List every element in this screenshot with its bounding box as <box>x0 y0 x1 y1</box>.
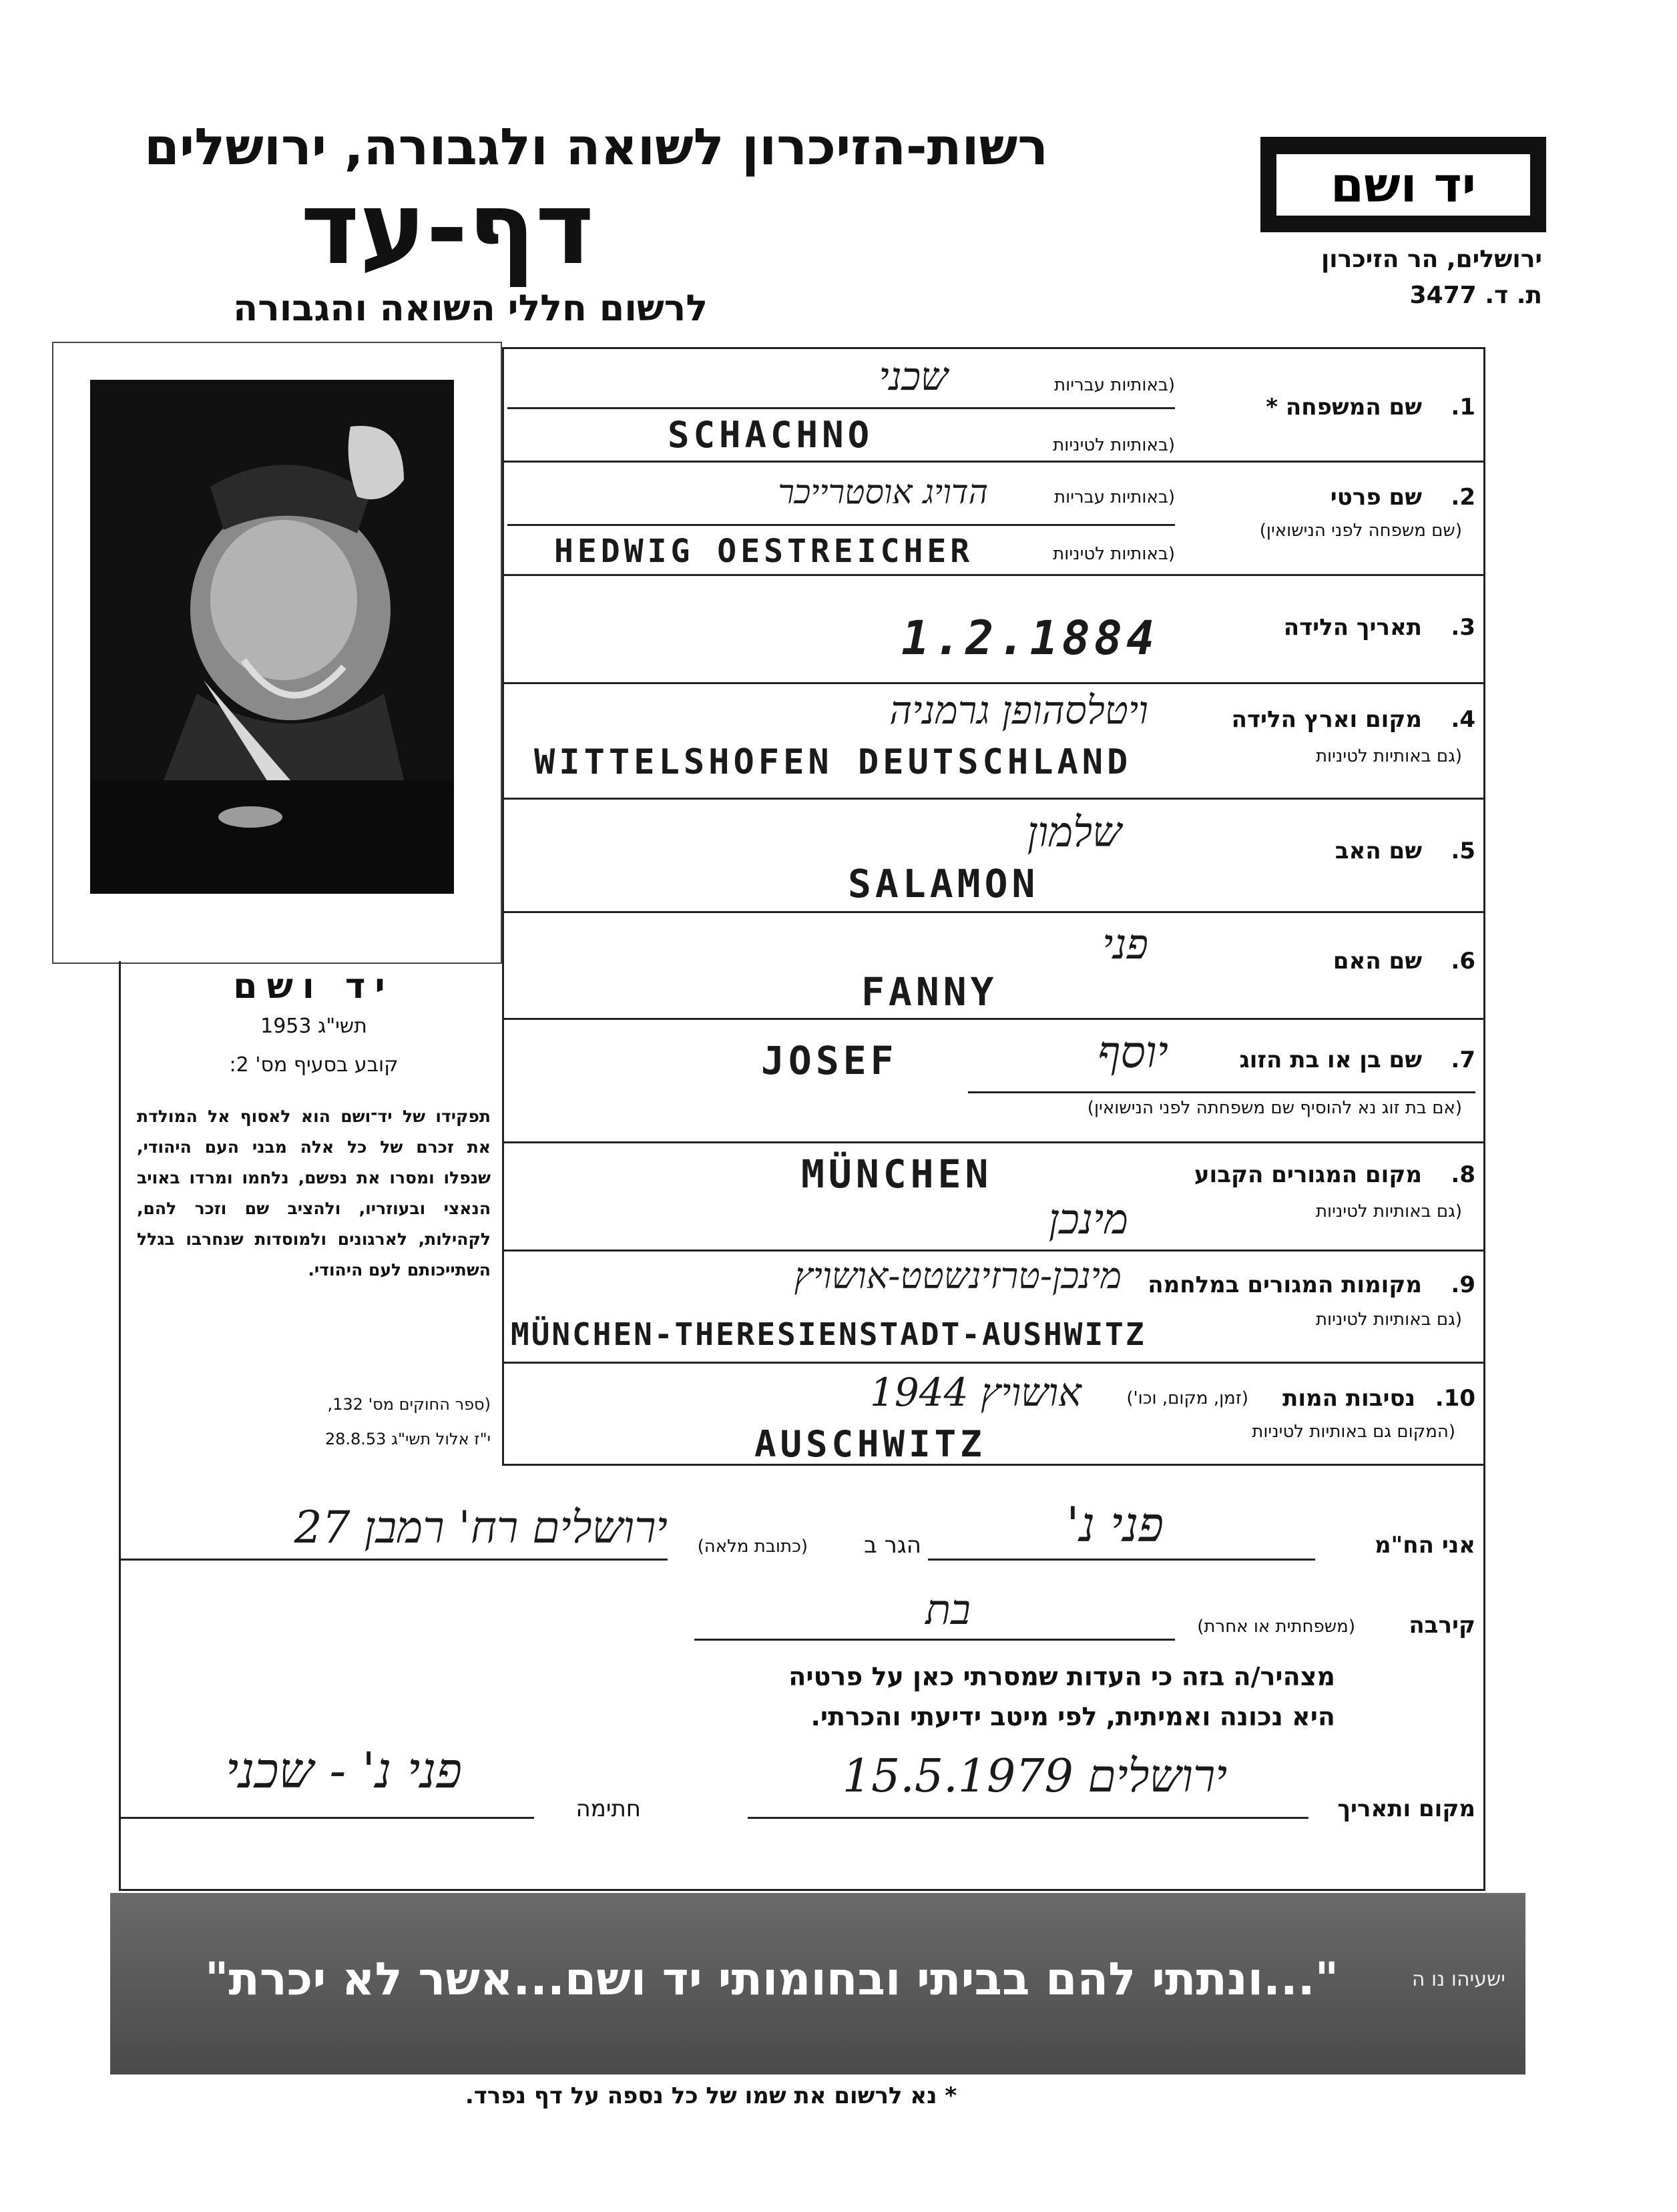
statement-line-1: מצהיר/ה בזה כי העדות שמסרתי כאן על פרטיה <box>788 1662 1335 1691</box>
banner-quote: "...ונתתי להם בביתי ובחומותי יד ושם...אשר לא יכרת" <box>204 1953 1339 2006</box>
relation-value[interactable]: בת <box>925 1585 971 1634</box>
field-1-line <box>507 407 1175 409</box>
row-divider <box>502 1141 1483 1143</box>
field-10-label: נסיבות המות <box>1282 1385 1415 1412</box>
law-reference-1: (ספר החוקים מס' 132, <box>327 1395 491 1414</box>
quote-banner <box>110 1893 1525 2075</box>
field-1-number: 1. <box>1451 394 1475 421</box>
relation-hint: (משפחתית או אחרת) <box>1197 1617 1355 1637</box>
field-7-label: שם בן או בת הזוג <box>1239 1047 1422 1073</box>
field-2-line <box>507 524 1175 526</box>
field-7-sub: (אם בת זוג נא להוסיף שם משפחתה לפני הנישואין) <box>1087 1098 1462 1118</box>
row-divider <box>502 682 1483 684</box>
field-6-number: 6. <box>1451 948 1475 975</box>
field-3-number: 3. <box>1451 614 1475 641</box>
caption-title: יד ושם <box>233 966 395 1007</box>
relation-line <box>694 1639 1175 1641</box>
field-1-label: שם המשפחה * <box>1266 394 1422 421</box>
signature-line <box>120 1817 534 1819</box>
field-4-value-hebrew[interactable]: ויטלסהופן גרמניה <box>889 687 1148 733</box>
form-title: דף-עד <box>300 171 594 287</box>
field-9-value-latin[interactable]: MÜNCHEN-THERESIENSTADT-AUSHWITZ <box>511 1316 1146 1352</box>
field-3-value[interactable]: 1.2.1884 <box>901 611 1159 665</box>
statement-line-2: היא נכונה ואמיתית, לפי מיטב ידיעתי והכרתי. <box>810 1702 1335 1731</box>
field-6-label: שם האם <box>1333 948 1422 975</box>
row-divider <box>502 1018 1483 1020</box>
field-2-sub: (שם משפחה לפני הנישואין) <box>1259 521 1462 541</box>
field-7-value-latin[interactable]: JOSEF <box>761 1038 898 1083</box>
field-6-value-hebrew[interactable]: פני <box>1102 920 1148 969</box>
caption-year: תשי"ג 1953 <box>260 1015 367 1038</box>
institution-line: רשות-הזיכרון לשואה ולגבורה, ירושלים <box>144 117 1048 176</box>
field-4-number: 4. <box>1451 706 1475 733</box>
field-1-value-hebrew[interactable]: שכני <box>879 354 948 399</box>
field-1-value-latin[interactable]: SCHACHNO <box>668 414 874 456</box>
place-date-value[interactable]: ירושלים 15.5.1979 <box>842 1750 1228 1803</box>
signature-value[interactable]: פני נ' - שכני <box>225 1742 463 1800</box>
field-6-value-latin[interactable]: FANNY <box>861 969 998 1015</box>
field-1-hint-hebrew: (באותיות עבריות <box>1054 375 1175 395</box>
address-value[interactable]: ירושלים רח' רמבן 27 <box>294 1502 668 1553</box>
field-7-value-hebrew[interactable]: יוסף <box>1098 1027 1168 1078</box>
field-5-label: שם האב <box>1335 838 1422 864</box>
field-2-number: 2. <box>1451 484 1475 511</box>
banner-source: ישעיהו נו ה <box>1411 1968 1505 1991</box>
row-divider <box>502 798 1483 800</box>
row-divider <box>502 911 1483 913</box>
form-subtitle: לרשום חללי השואה והגבורה <box>233 287 708 329</box>
field-9-number: 9. <box>1451 1272 1475 1298</box>
field-10-number: 10. <box>1435 1385 1475 1412</box>
undersigned-line <box>928 1559 1315 1561</box>
field-2-label: שם פרטי <box>1330 484 1422 511</box>
photo-frame <box>52 342 502 964</box>
address-line <box>120 1559 668 1561</box>
signature-label: חתימה <box>575 1795 641 1822</box>
field-4-label: מקום וארץ הלידה <box>1231 706 1422 733</box>
field-8-sub: (גם באותיות לטיניות <box>1315 1201 1462 1221</box>
field-7-line <box>968 1091 1475 1093</box>
field-1-hint-latin: (באותיות לטיניות <box>1053 435 1175 455</box>
field-5-value-hebrew[interactable]: שלמון <box>1027 808 1122 856</box>
law-text: תפקידו של יד־ושם הוא לאסוף אל המולדת את זכרם של כל אלה מבני העם היהודי, שנפלו ומסרו את נפשם, נלחמו ומרדו באויב הנאצי ובעוזריו, ולהציב שם וזכר להם, לקהילות, לארגונים ולמוסדות שנחרבו בגלל השתייכותם לעם היהודי. <box>137 1107 491 1280</box>
field-3-label: תאריך הלידה <box>1283 614 1422 641</box>
field-9-sub: (גם באותיות לטיניות <box>1315 1310 1462 1330</box>
field-8-value-hebrew[interactable]: מינכן <box>1048 1195 1128 1243</box>
place-date-label: מקום ותאריך <box>1337 1795 1475 1822</box>
field-4-sub: (גם באותיות לטיניות <box>1315 746 1462 766</box>
field-2-value-latin[interactable]: HEDWIG OESTREICHER <box>554 533 974 570</box>
row-divider <box>502 1250 1483 1252</box>
place-date-line <box>748 1817 1308 1819</box>
row-divider <box>502 574 1483 576</box>
field-10-hint: (זמן, מקום, וכו') <box>1126 1388 1248 1408</box>
residing-label: הגר ב <box>864 1532 921 1559</box>
field-7-number: 7. <box>1451 1047 1475 1073</box>
field-2-hint-hebrew: (באותיות עבריות <box>1054 487 1175 507</box>
field-8-number: 8. <box>1451 1161 1475 1188</box>
field-2-hint-latin: (באותיות לטיניות <box>1053 544 1175 564</box>
logo-text: יד ושם <box>1276 154 1530 216</box>
yad-vashem-logo <box>1260 137 1546 232</box>
caption-section: קובע בסעיף מס' 2: <box>229 1053 399 1077</box>
field-10-value-hebrew[interactable]: אושויץ 1944 <box>869 1370 1082 1415</box>
address-line: ירושלים, הר הזיכרון <box>1321 246 1542 273</box>
portrait-image <box>90 380 454 894</box>
portrait-photo <box>90 380 454 894</box>
field-2-value-hebrew[interactable]: הדויג אוסטרייכר <box>778 473 988 511</box>
field-5-value-latin[interactable]: SALAMON <box>848 861 1039 906</box>
row-divider <box>502 1362 1483 1364</box>
field-10-sub: (המקום גם באותיות לטיניות <box>1252 1422 1455 1442</box>
undersigned-value[interactable]: פני נ' <box>1065 1496 1164 1553</box>
address-hint: (כתובת מלאה) <box>697 1537 808 1557</box>
row-divider <box>502 461 1483 463</box>
footnote: * נא לרשום את שמו של כל נספה על דף נפרד. <box>465 2083 957 2109</box>
law-reference-2: י"ז אלול תשי"ג 28.8.53 <box>324 1430 491 1448</box>
field-8-label: מקום המגורים הקבוע <box>1194 1161 1422 1188</box>
field-9-label: מקומות המגורים במלחמה <box>1148 1272 1422 1298</box>
relation-label: קירבה <box>1409 1612 1475 1639</box>
undersigned-label: אני הח"מ <box>1374 1532 1475 1559</box>
po-box: ת. ד. 3477 <box>1409 282 1542 309</box>
field-8-value-latin[interactable]: MÜNCHEN <box>801 1151 993 1197</box>
field-10-value-latin[interactable]: AUSCHWITZ <box>754 1423 986 1465</box>
field-5-number: 5. <box>1451 838 1475 864</box>
field-4-value-latin[interactable]: WITTELSHOFEN DEUTSCHLAND <box>534 742 1132 782</box>
field-9-value-hebrew[interactable]: מינכן-טרזינשטט-אושויץ <box>794 1255 1122 1297</box>
